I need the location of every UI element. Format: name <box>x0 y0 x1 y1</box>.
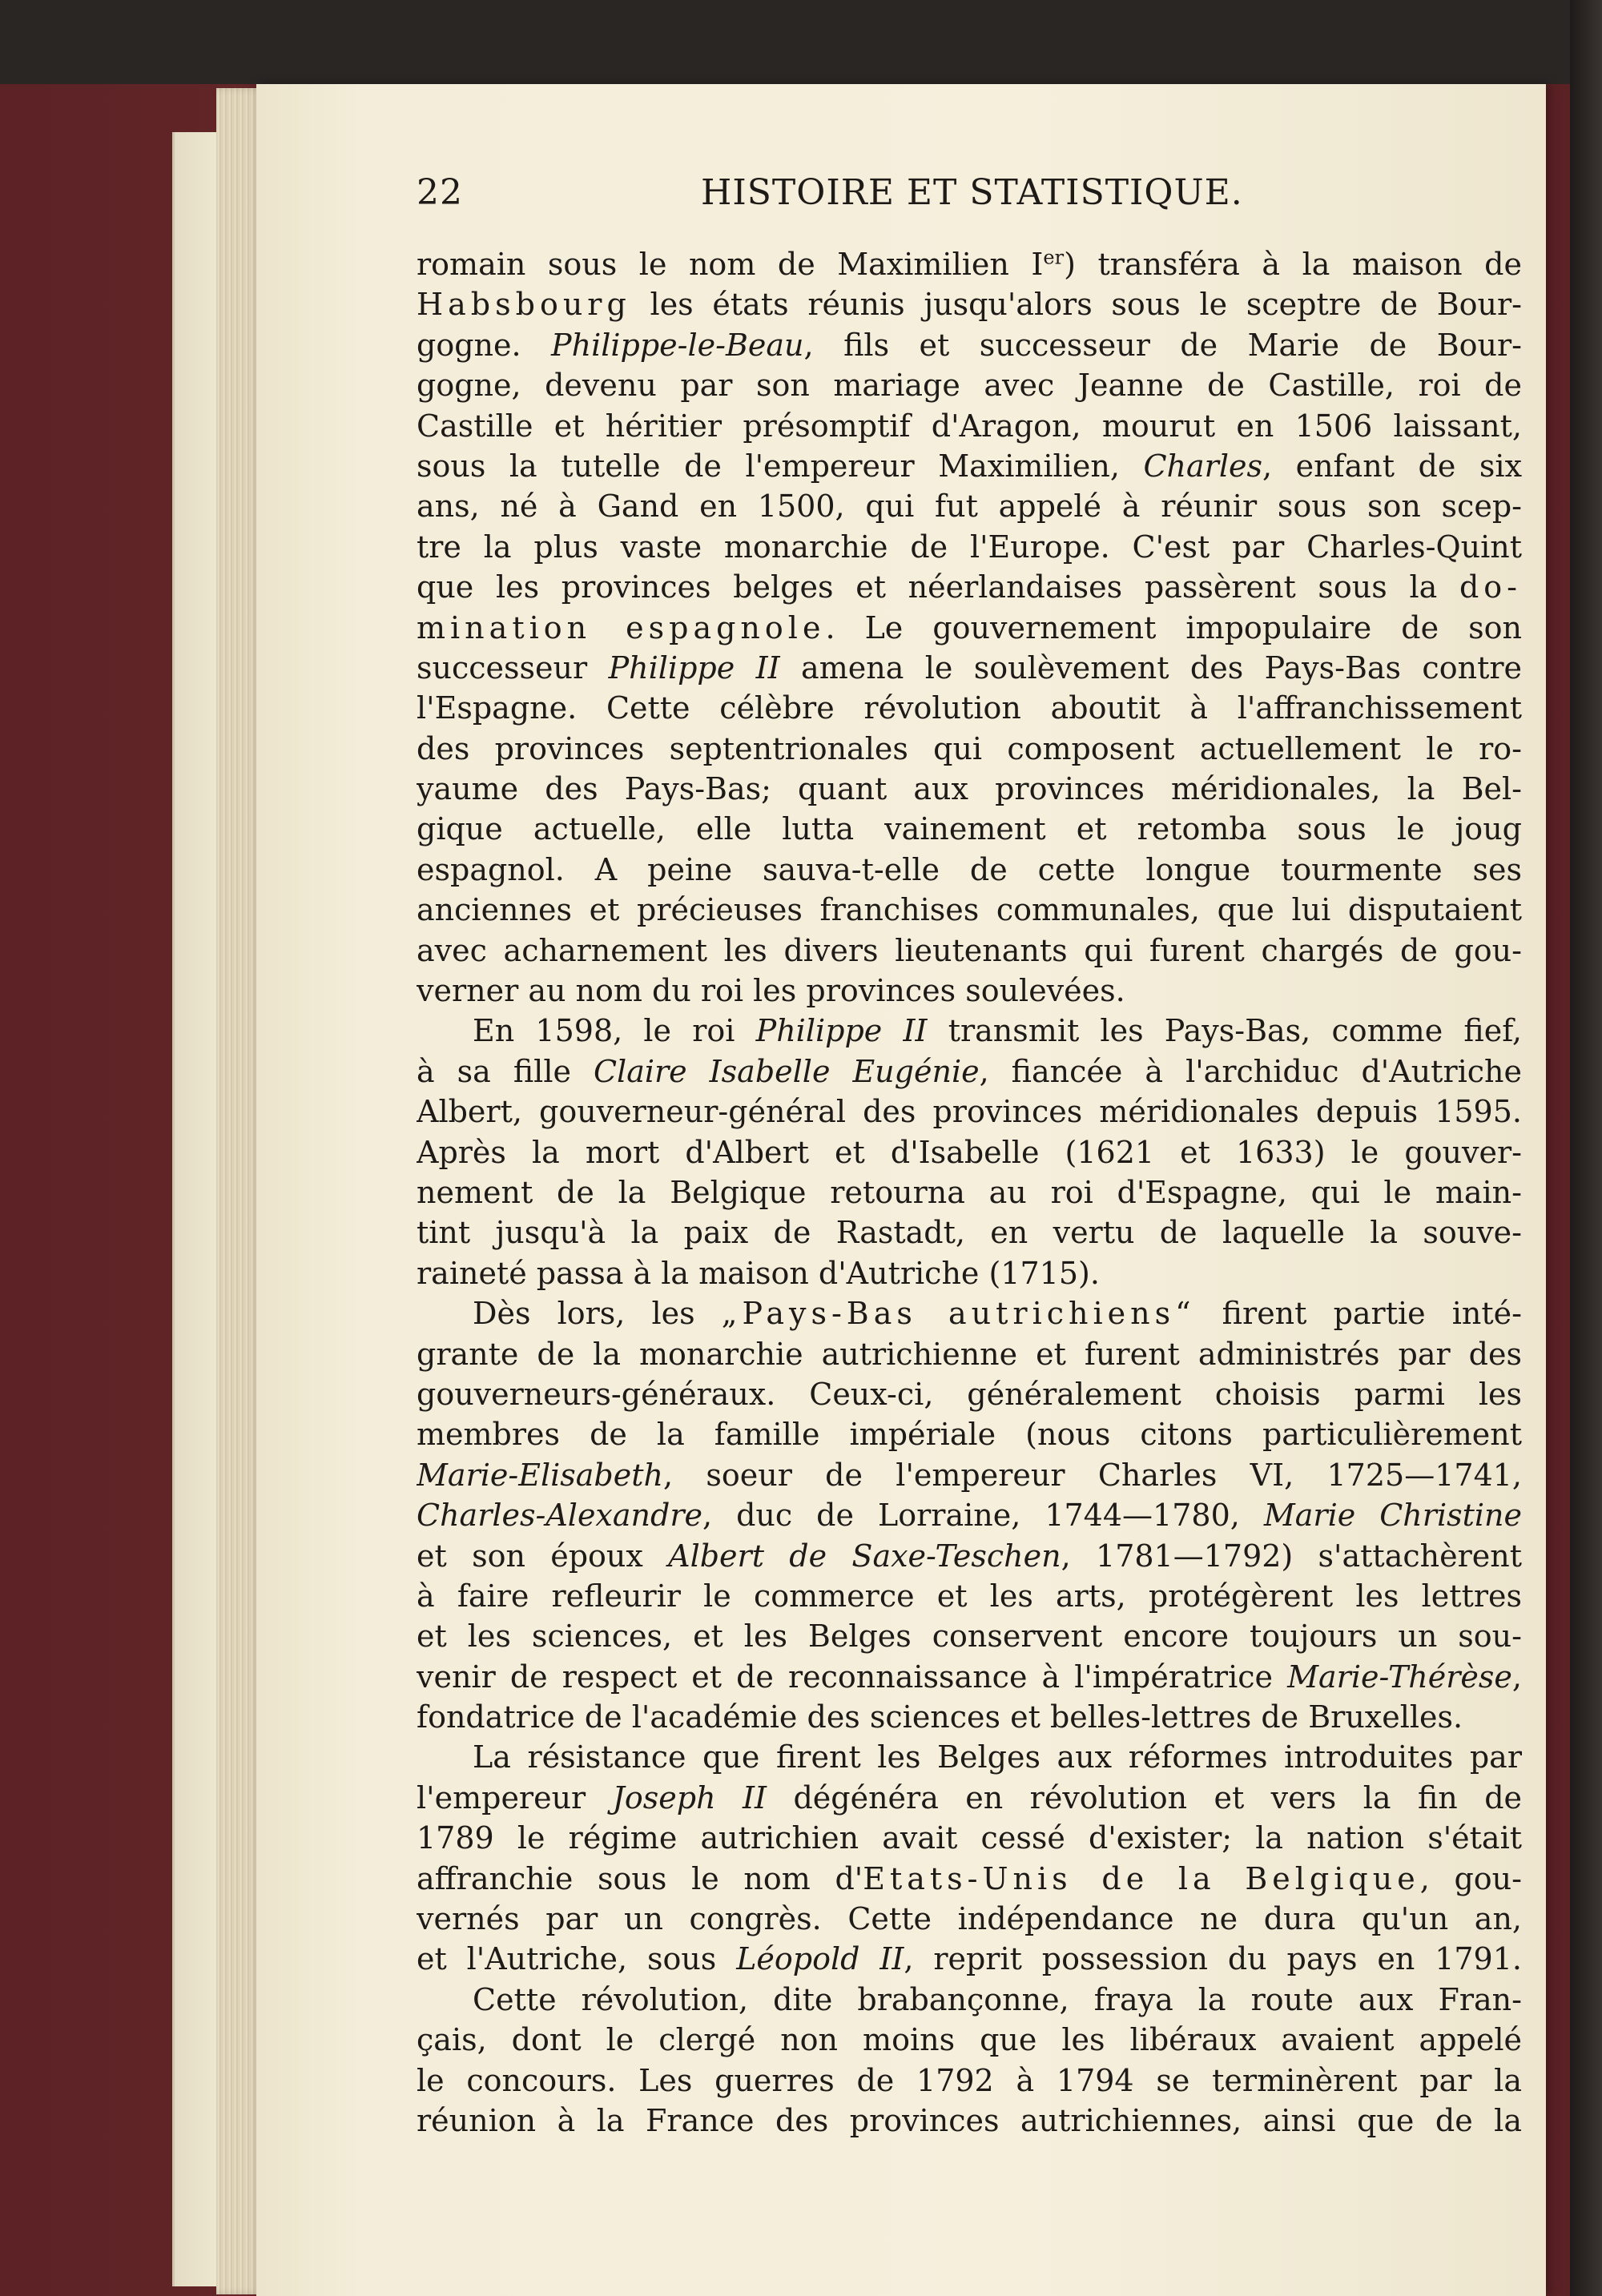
text-line: Charles-Alexandre, duc de Lorraine, 1744—1780, Marie Christine <box>417 1498 1522 1534</box>
body-text <box>417 244 1522 2141</box>
text-line: gouverneurs-généraux. Ceux-ci, généralement choisis parmi les <box>417 1376 1522 1412</box>
italic-name: Marie-Thérèse <box>1287 1659 1512 1695</box>
text-line: En 1598, le roi Philippe II transmit les Pays-Bas, comme fief, <box>473 1013 1522 1049</box>
running-head <box>417 172 1522 220</box>
italic-name: Marie Christine <box>1263 1498 1522 1534</box>
endpaper <box>172 132 223 2286</box>
spaced-text: Etats-Unis de la Belgique <box>863 1860 1420 1896</box>
page-number: 22 <box>417 172 463 213</box>
italic-name: Léopold II <box>736 1941 904 1977</box>
text-line: yaume des Pays-Bas; quant aux provinces méridionales, la Bel- <box>417 771 1522 807</box>
text-line: le concours. Les guerres de 1792 à 1794 se terminèrent par la <box>417 2062 1522 2098</box>
spaced-text: „Pays-Bas autrichiens“ <box>721 1296 1196 1332</box>
text-line: verner au nom du roi les provinces soulevées. <box>417 973 1125 1009</box>
text-line: mination espagnole. Le gouvernement impopulaire de son <box>417 609 1522 645</box>
text-line: ans, né à Gand en 1500, qui fut appelé à réunir sous son scep- <box>417 489 1522 525</box>
text-line: à faire refleurir le commerce et les arts, protégèrent les lettres <box>417 1578 1522 1614</box>
text-line: et son époux Albert de Saxe-Teschen, 1781—1792) s'attachèrent <box>417 1538 1522 1574</box>
binding-shadow <box>1570 0 1602 2296</box>
text-line: l'Espagne. Cette célèbre révolution aboutit à l'affranchissement <box>417 690 1522 726</box>
text-line: sous la tutelle de l'empereur Maximilien, Charles, enfant de six <box>417 448 1522 484</box>
spaced-text: mination espagnole <box>417 609 826 645</box>
text-line: 1789 le régime autrichien avait cessé d'exister; la nation s'était <box>417 1820 1522 1856</box>
text-line: l'empereur Joseph II dégénéra en révolution et vers la fin de <box>417 1779 1522 1815</box>
text-line: çais, dont le clergé non moins que les libéraux avaient appelé <box>417 2022 1522 2058</box>
text-line: Albert, gouverneur-général des provinces méridionales depuis 1595. <box>417 1094 1522 1130</box>
italic-name: Marie-Elisabeth <box>417 1457 663 1493</box>
text-line: Cette révolution, dite brabançonne, fraya la route aux Fran- <box>473 1981 1522 2017</box>
text-line: La résistance que firent les Belges aux réformes introduites par <box>473 1739 1522 1775</box>
italic-name: Albert de Saxe-Teschen <box>668 1538 1061 1574</box>
italic-name: Charles <box>1143 448 1262 484</box>
text-line: successeur Philippe II amena le soulèvement des Pays-Bas contre <box>417 649 1522 686</box>
italic-name: Charles-Alexandre <box>417 1498 702 1534</box>
text-line: anciennes et précieuses franchises communales, que lui disputaient <box>417 892 1522 928</box>
text-line: tint jusqu'à la paix de Rastadt, en vertu de laquelle la souve- <box>417 1215 1522 1251</box>
text-line: Après la mort d'Albert et d'Isabelle (1621 et 1633) le gouver- <box>417 1134 1522 1170</box>
text-line: gogne, devenu par son mariage avec Jeanne de Castille, roi de <box>417 368 1522 404</box>
text-line: grante de la monarchie autrichienne et furent administrés par des <box>417 1336 1522 1372</box>
text-line: Marie-Elisabeth, soeur de l'empereur Charles VI, 1725—1741, <box>417 1457 1522 1493</box>
text-line: romain sous le nom de Maximilien Ier) transféra à la maison de <box>417 246 1522 282</box>
italic-name: Claire Isabelle Eugénie <box>593 1053 980 1089</box>
text-line: avec acharnement les divers lieutenants qui furent chargés de gou- <box>417 932 1522 968</box>
text-line: raineté passa à la maison d'Autriche (1715). <box>417 1255 1100 1291</box>
text-line: Dès lors, les „Pays-Bas autrichiens“ firent partie inté- <box>473 1296 1522 1332</box>
text-line: Habsbourg les états réunis jusqu'alors sous le sceptre de Bour- <box>417 287 1522 323</box>
italic-name: Philippe-le-Beau <box>551 327 804 363</box>
italic-name: Philippe II <box>608 649 780 686</box>
italic-name: Philippe II <box>755 1013 928 1049</box>
text-line: gogne. Philippe-le-Beau, fils et successeur de Marie de Bour- <box>417 327 1522 363</box>
text-line: fondatrice de l'académie des sciences et belles-lettres de Bruxelles. <box>417 1699 1463 1735</box>
text-line: tre la plus vaste monarchie de l'Europe. C'est par Charles-Quint <box>417 529 1522 565</box>
text-line: espagnol. A peine sauva-t-elle de cette longue tourmente ses <box>417 851 1522 887</box>
text-line: venir de respect et de reconnaissance à l'impératrice Marie-Thérèse, <box>417 1659 1522 1695</box>
text-line: gique actuelle, elle lutta vainement et retomba sous le joug <box>417 811 1522 847</box>
running-head-title: HISTOIRE ET STATISTIQUE. <box>701 172 1243 213</box>
text-line: réunion à la France des provinces autrichiennes, ainsi que de la <box>417 2102 1522 2138</box>
text-line: et les sciences, et les Belges conservent encore toujours un sou- <box>417 1618 1522 1655</box>
text-line: affranchie sous le nom d'Etats-Unis de la Belgique, gou- <box>417 1860 1522 1896</box>
text-line: vernés par un congrès. Cette indépendance ne dura qu'un an, <box>417 1901 1522 1937</box>
superscript: er <box>1043 246 1065 269</box>
text-line: à sa fille Claire Isabelle Eugénie, fiancée à l'archiduc d'Autriche <box>417 1053 1522 1089</box>
spaced-text: do- <box>1459 569 1522 605</box>
text-line: membres de la famille impériale (nous citons particulièrement <box>417 1417 1522 1453</box>
text-block <box>417 172 1522 2141</box>
italic-name: Joseph II <box>612 1779 767 1815</box>
text-line: des provinces septentrionales qui composent actuellement le ro- <box>417 730 1522 766</box>
spaced-text: Habsbourg <box>417 287 631 323</box>
text-line: nement de la Belgique retourna au roi d'Espagne, qui le main- <box>417 1174 1522 1210</box>
text-line: que les provinces belges et néerlandaises passèrent sous la do- <box>417 569 1522 605</box>
text-line: Castille et héritier présomptif d'Aragon, mourut en 1506 laissant, <box>417 408 1522 444</box>
text-line: et l'Autriche, sous Léopold II, reprit possession du pays en 1791. <box>417 1941 1522 1977</box>
